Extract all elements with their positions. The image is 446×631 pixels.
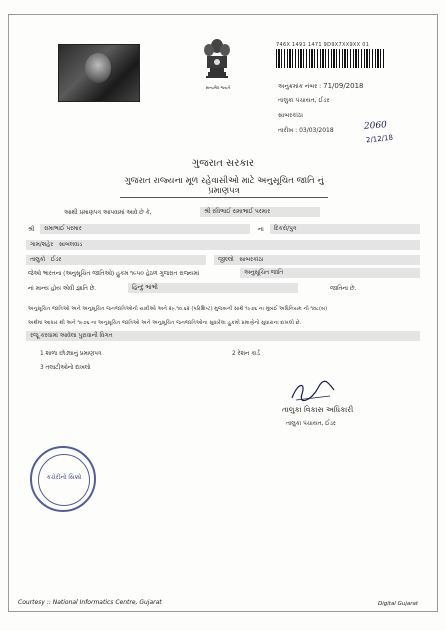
legal-paragraph-line1: અનુસૂચિત જાતિઓ અને અનુસૂચિત જનજાતિઓની યાદીઓ અને ૨૯.૧૦.૬૨ (પરિશિષ્ટ) મુજબની સાથે ૧૯૭૬ ના મુંબઈ અધિનિયમ ની ૧૦૮(બ) [28,306,328,312]
district-label: જીલ્લો [218,257,234,263]
issue-date [278,127,334,135]
father-name-field: રામાભાઈ પરમાર [40,224,250,234]
footer-courtesy: Courtesy :: National Informatics Centre, Gujarat [18,599,162,606]
applicant-photo [58,44,140,102]
handwritten-number: 2060 [363,120,388,132]
document-item-3: 3 તલાટીઓનો દાખલો [40,365,91,371]
caste-value-field: અનુસૂચિત જાતિ [240,268,420,278]
subcaste-label: નાં માન્ય હોય એવી જ્ઞાતિ છે. [28,286,97,292]
village-label: ગામ/શહેર [30,242,54,248]
number-label: અનુક્રમાંક નંબર : [278,83,322,90]
intro-text: આથી પ્રમાણપત્ર આપવામાં આવે છે કે, [64,210,152,216]
national-emblem-icon [198,32,236,84]
gender-value-field: દિકરો/પુત્ર [270,224,420,234]
taluka-value: ઈડર [50,257,62,263]
issuing-office: તાલુકા પંચાયત, ઈડર [278,97,330,104]
date-value: 03/03/2018 [299,127,334,134]
gender-label: ના [258,227,264,233]
document-item-2: 2 રેશન કાર્ડ [232,351,260,357]
barcode [276,49,384,68]
document-item-1: 1 શાળા છોડ્યાનું પ્રમાણપત્ર [40,351,102,357]
seal-text: કચેરીનો સિક્કો [46,474,82,481]
caste-text: જેઓ ભારતના (અનુસૂચિત જાતિઓ) હુકમ ૧૯૫૦ હેઠળ ગુજરાત રાજ્યમાં [28,271,200,277]
certificate-number [278,82,364,91]
certificate-title: ગુજરાત રાજ્યના મૂળ રહેવાસીઓ માટે અનુસૂચિત જાતિ નું પ્રમાણપત્ર [120,176,328,198]
documents-heading: રજૂ કરવામાં આવેલા પુરાવાની વિગત [26,331,420,341]
district-row [214,255,420,265]
relation-label: શ્રી [28,227,35,233]
footer-brand: Digital Gujarat [378,601,419,607]
officer-title: તાલુકા વિકાસ અધિકારી [282,405,354,414]
village-value: સાબલવાડ [58,242,83,248]
district-value: સાબરકાંઠા [239,257,264,263]
legal-paragraph-line2: અર્થમાં આધાર થી અને ૧૯૭૬ ના અનુસૂચિત જાતિઓ અને અનુસૂચિત જનજાતિઓના સુધારેલા હુકમો પ્રમાણેનો સુધારાના દાખલો છે. [28,320,302,326]
government-title: ગુજરાત સરકાર [191,158,255,169]
barcode-number: 746X 1491 1471 9D9X7XX9XX 01 [276,42,370,48]
applicant-name-field: શ્રી રવિભાઈ રામાભાઈ પરમાર [200,207,320,217]
page-border [8,14,438,612]
village-row [26,240,420,250]
taluka-row [26,255,206,265]
subcaste-suffix: જાતિના છે. [330,286,357,292]
date-label: તારીખ : [278,127,298,134]
officer-signature [288,378,338,404]
subcaste-value-field: હિન્દુ ભાંભી [128,283,298,293]
handwritten-date: 2/12/18 [365,133,394,145]
number-value: 71/09/2018 [323,82,364,90]
officer-office: તાલુકા પંચાયત, ઈડર [286,421,336,427]
emblem-motto: સત્યમેવ જયતે [205,85,231,90]
issuing-district: સાબરકાંઠા [278,112,303,119]
taluka-label: તાલુકો [30,257,46,263]
